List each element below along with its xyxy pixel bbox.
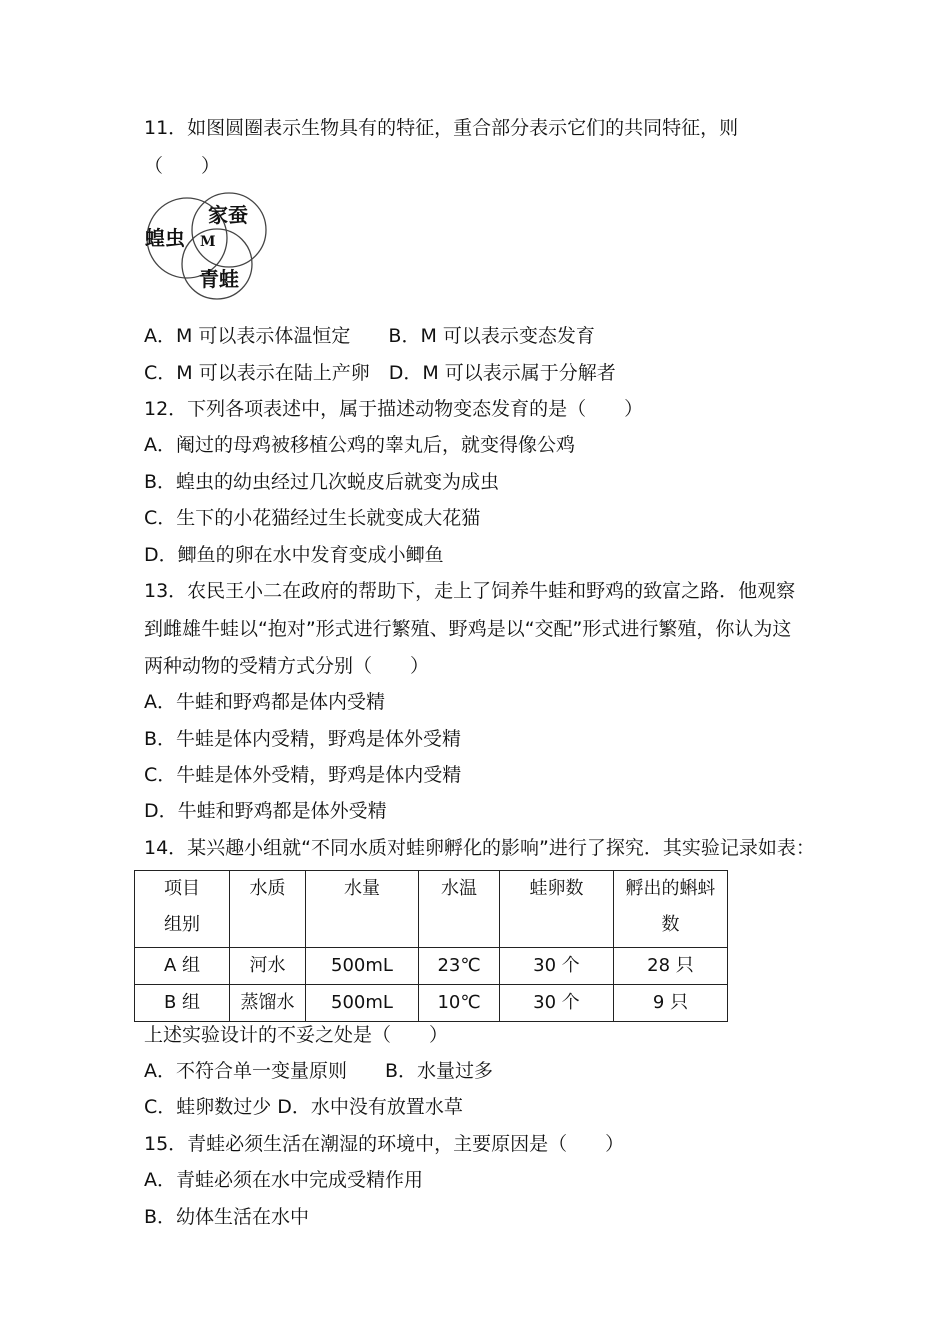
venn-diagram <box>142 188 272 300</box>
table-cell: 500mL <box>306 948 419 985</box>
label-silkworm: 家蚕 <box>208 203 248 227</box>
table-cell: 500mL <box>306 985 419 1022</box>
q11-stem: 11．如图圆圈表示生物具有的特征，重合部分表示它们的共同特征，则 <box>144 117 739 139</box>
q12-option-a: A．阉过的母鸡被移植公鸡的睾丸后，就变得像公鸡 <box>144 434 575 456</box>
header-cell-water-volume: 水量 <box>306 871 419 948</box>
q13-stem-line2: 到雌雄牛蛙以“抱对”形式进行繁殖、野鸡是以“交配”形式进行繁殖，你认为这 <box>144 618 792 640</box>
table-cell: 28 只 <box>614 948 728 985</box>
table-row <box>135 985 728 1022</box>
q14-options-ab: A．不符合单一变量原则 B．水量过多 <box>144 1060 494 1082</box>
table-row <box>135 948 728 985</box>
q15-option-b: B．幼体生活在水中 <box>144 1206 310 1228</box>
q12-option-c: C．生下的小花猫经过生长就变成大花猫 <box>144 507 481 529</box>
q14-stem: 14．某兴趣小组就“不同水质对蛙卵孵化的影响”进行了探究．其实验记录如表： <box>144 837 815 859</box>
table-cell: 23℃ <box>419 948 500 985</box>
table-cell: 9 只 <box>614 985 728 1022</box>
q13-option-d: D．牛蛙和野鸡都是体外受精 <box>144 800 387 822</box>
q15-option-a: A．青蛙必须在水中完成受精作用 <box>144 1169 423 1191</box>
experiment-table <box>134 870 728 1022</box>
label-frog: 青蛙 <box>199 267 239 291</box>
header-cell-group: 项目 组别 <box>135 871 230 948</box>
q13-option-b: B．牛蛙是体内受精，野鸡是体外受精 <box>144 728 462 750</box>
q12-option-b: B．蝗虫的幼虫经过几次蜕皮后就变为成虫 <box>144 471 500 493</box>
table-cell: 10℃ <box>419 985 500 1022</box>
table-cell: 蒸馏水 <box>230 985 306 1022</box>
q13-option-c: C．牛蛙是体外受精，野鸡是体内受精 <box>144 764 462 786</box>
header-cell-water-quality: 水质 <box>230 871 306 948</box>
table-header-row <box>135 871 728 948</box>
q14-options-cd: C．蛙卵数过少 D．水中没有放置水草 <box>144 1096 463 1118</box>
header-cell-water-temp: 水温 <box>419 871 500 948</box>
header-cell-egg-count: 蛙卵数 <box>500 871 614 948</box>
q12-option-d: D．鲫鱼的卵在水中发育变成小鲫鱼 <box>144 544 444 566</box>
q11-options-cd: C．M 可以表示在陆上产卵 D．M 可以表示属于分解者 <box>144 362 616 384</box>
table-cell: 30 个 <box>500 948 614 985</box>
header-cell-tadpole-count: 孵出的蝌蚪 数 <box>614 871 728 948</box>
table-cell: A 组 <box>135 948 230 985</box>
q11-paren: （ ） <box>144 155 221 177</box>
q13-stem-line1: 13．农民王小二在政府的帮助下，走上了饲养牛蛙和野鸡的致富之路．他观察 <box>144 580 796 602</box>
q15-stem: 15．青蛙必须生活在潮湿的环境中，主要原因是（ ） <box>144 1133 625 1155</box>
table-cell: 河水 <box>230 948 306 985</box>
q13-stem-line3: 两种动物的受精方式分别（ ） <box>144 655 430 677</box>
q11-options-ab: A．M 可以表示体温恒定 B．M 可以表示变态发育 <box>144 325 595 347</box>
label-grasshopper: 蝗虫 <box>145 226 185 250</box>
table-cell: 30 个 <box>500 985 614 1022</box>
q12-stem: 12．下列各项表述中，属于描述动物变态发育的是（ ） <box>144 398 644 420</box>
table-cell: B 组 <box>135 985 230 1022</box>
q13-option-a: A．牛蛙和野鸡都是体内受精 <box>144 691 385 713</box>
q14-question: 上述实验设计的不妥之处是（ ） <box>144 1024 449 1046</box>
label-center-m: M <box>200 234 216 250</box>
